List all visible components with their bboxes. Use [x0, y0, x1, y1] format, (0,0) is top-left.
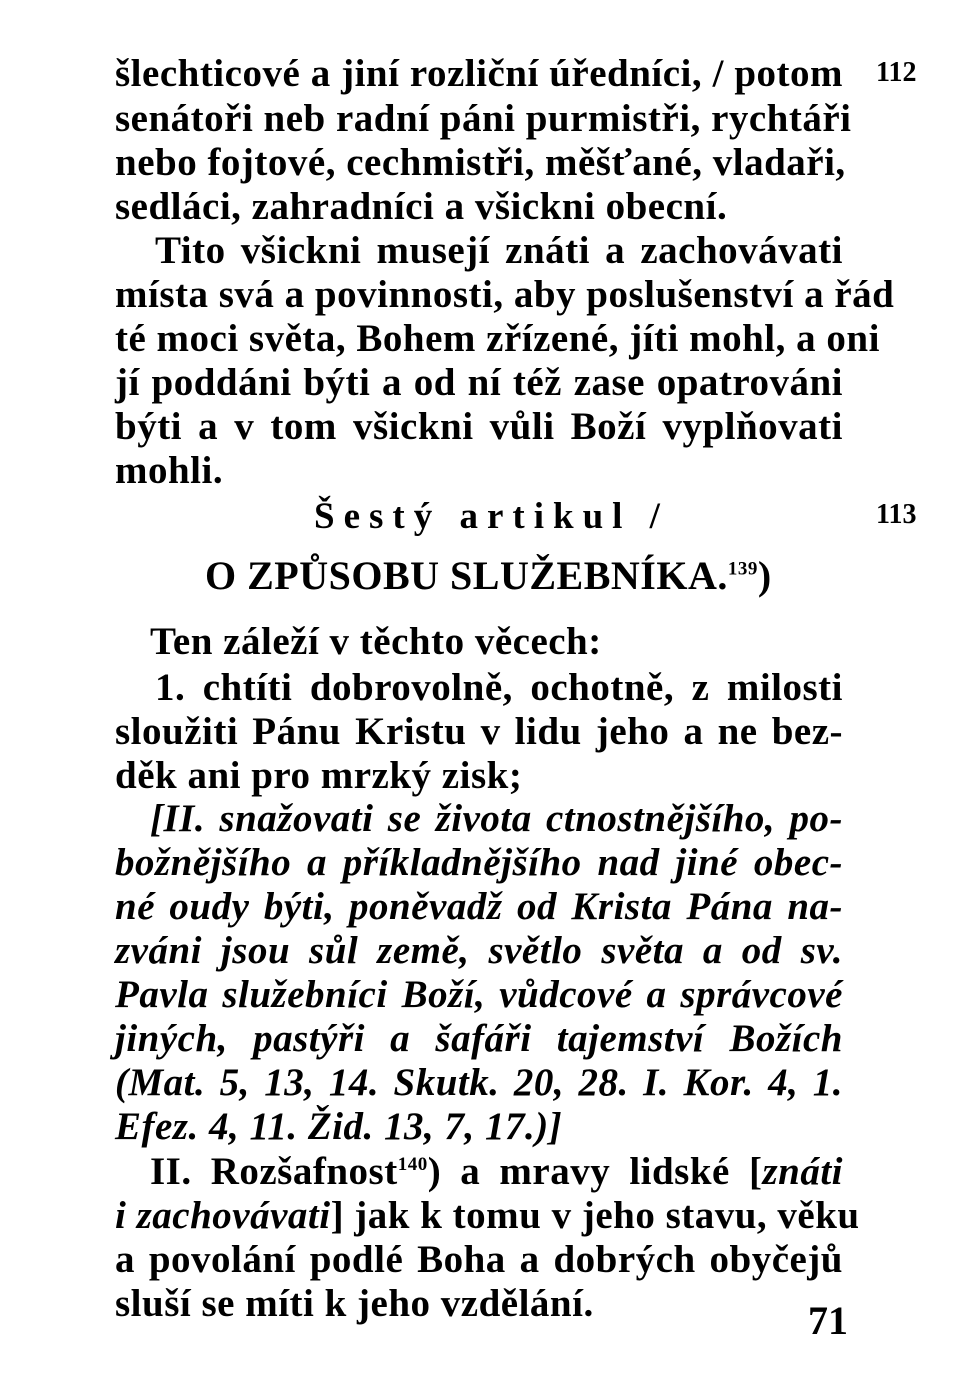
- text-segment: ] jak k tomu v jeho stavu, věku: [330, 1194, 860, 1237]
- text-line: šlechticové a jiní rozliční úředníci, / potom: [115, 52, 843, 95]
- text-line: Tito všickni musejí znáti a zachovávati: [155, 229, 843, 272]
- section-heading: Šestý artikul /: [314, 496, 669, 537]
- italic-line: né oudy býti, poněvadž od Krista Pána na-: [115, 885, 843, 928]
- text-line: býti a v tom všickni vůli Boží vyplňovati: [115, 405, 843, 448]
- footnote-ref: 139: [727, 558, 758, 580]
- text-segment: II. Rozšafnost: [150, 1150, 398, 1193]
- italic-segment: znáti: [762, 1150, 844, 1193]
- section-title: [205, 552, 772, 599]
- text-line: nebo fojtové, cechmistři, měšťané, vladaři,: [115, 141, 846, 184]
- italic-line: Pavla služebníci Boží, vůdcové a správcové: [115, 973, 843, 1016]
- text-segment: ) a mravy lidské [: [427, 1150, 763, 1193]
- text-line: té moci světa, Bohem zřízené, jíti mohl, a oni: [115, 317, 880, 360]
- italic-line: (Mat. 5, 13, 14. Skutk. 20, 28. I. Kor. 4, 1.: [115, 1061, 843, 1104]
- text-line: sloužiti Pánu Kristu v lidu jeho a ne bez-: [115, 710, 843, 753]
- page-number: 71: [808, 1298, 848, 1343]
- section-title-text: O ZPŮSOBU SLUŽEBNÍKA.: [205, 553, 728, 598]
- text-line: jí poddáni býti a od ní též zase opatrováni: [115, 361, 843, 404]
- intro-line: Ten záleží v těchto věcech:: [150, 620, 602, 663]
- text-line: sluší se míti k jeho vzdělání.: [115, 1282, 594, 1325]
- italic-line: jiných, pastýři a šafáři tajemství Božích: [115, 1017, 843, 1060]
- footnote-ref: 140: [397, 1154, 428, 1175]
- text-line: místa svá a povinnosti, aby poslušenství a řád: [115, 273, 895, 316]
- italic-segment: i zachovávati: [115, 1194, 331, 1237]
- margin-number: 112: [876, 57, 917, 88]
- margin-number: 113: [876, 499, 917, 530]
- text-line: [150, 1150, 843, 1194]
- section-title-paren: ): [757, 553, 772, 598]
- italic-line: [II. snažovati se života ctnostnějšího, po-: [150, 797, 843, 840]
- text-line: a povolání podlé Boha a dobrých obyčejů: [115, 1238, 843, 1281]
- text-line: sedláci, zahradníci a všickni obecní.: [115, 185, 728, 228]
- text-line: [115, 1194, 860, 1238]
- text-line: 1. chtíti dobrovolně, ochotně, z milosti: [155, 666, 843, 709]
- text-line: mohli.: [115, 449, 224, 492]
- text-line: děk ani pro mrzký zisk;: [115, 754, 523, 797]
- text-line: senátoři neb radní páni purmistři, rychtáři: [115, 97, 852, 140]
- italic-line: Efez. 4, 11. Žid. 13, 7, 17.)]: [115, 1105, 563, 1148]
- italic-line: zváni jsou sůl země, světlo světa a od sv.: [115, 929, 843, 972]
- italic-line: božnějšího a příkladnějšího nad jiné obec-: [115, 841, 843, 884]
